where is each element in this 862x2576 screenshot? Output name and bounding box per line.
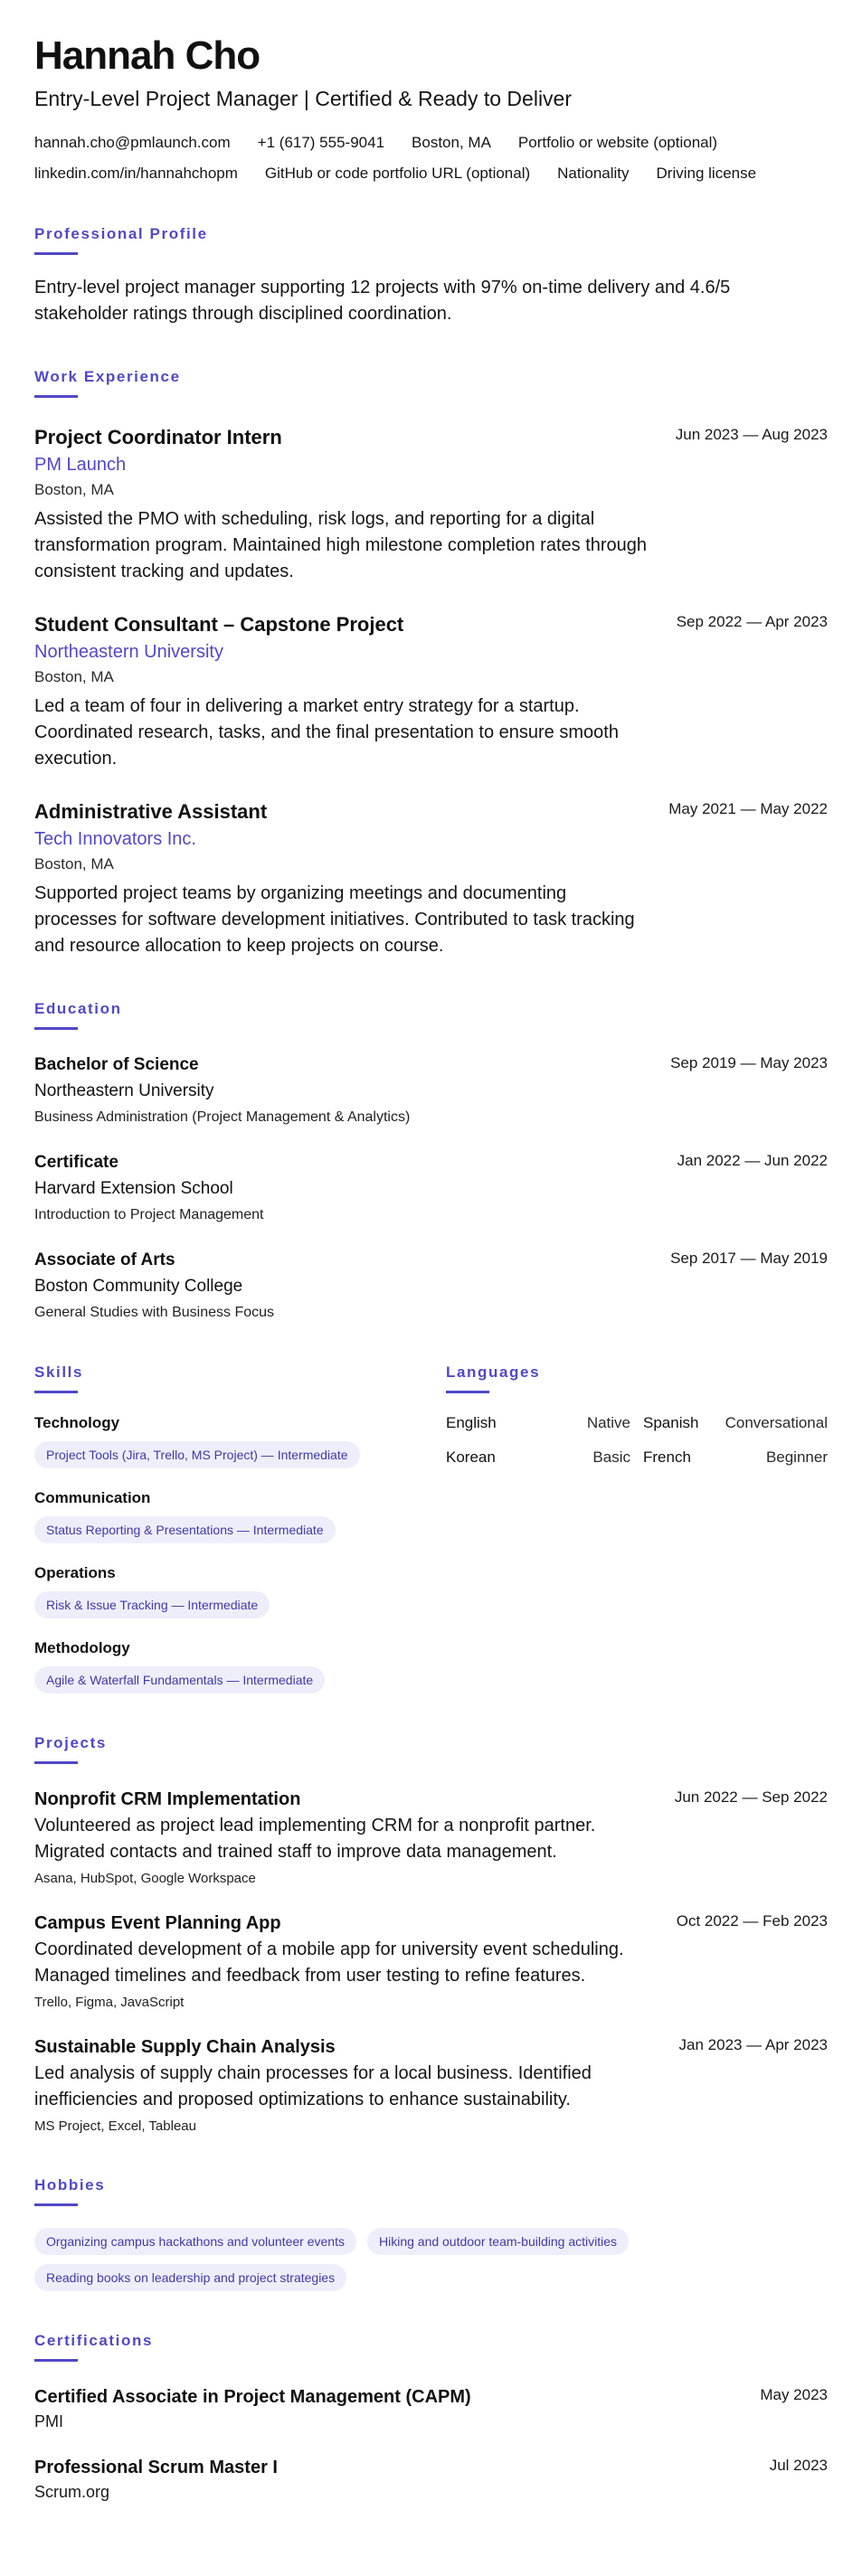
- job-location: Boston, MA: [34, 855, 114, 873]
- project-dates: Jun 2022 — Sep 2022: [674, 1788, 828, 1806]
- contact-driving-license: Driving license: [656, 165, 757, 182]
- skill-chip: Project Tools (Jira, Trello, MS Project) — Intermediate: [34, 1441, 360, 1468]
- certification-name: Certified Associate in Project Management (CAPM): [34, 2387, 471, 2407]
- experience-entry: [34, 425, 828, 585]
- section-underline: [446, 1391, 489, 1393]
- skill-category: Methodology: [34, 1639, 130, 1656]
- job-description: Supported project teams by organizing meetings and documenting processes for software development initiatives. Contributed to task tracking and resource allocation to keep projects on course.: [34, 883, 635, 956]
- project-name: Campus Event Planning App: [34, 1913, 281, 1933]
- job-dates: Sep 2022 — Apr 2023: [676, 613, 828, 630]
- education-detail: Business Administration (Project Management & Analytics): [34, 1109, 411, 1125]
- skill-category: Operations: [34, 1564, 116, 1581]
- education-detail: General Studies with Business Focus: [34, 1305, 275, 1320]
- contact-portfolio[interactable]: Portfolio or website (optional): [517, 134, 718, 151]
- certifications-section: [34, 2331, 828, 2503]
- section-underline: [34, 395, 78, 398]
- hobby-chip: Hiking and outdoor team-building activities: [367, 2228, 629, 2255]
- section-underline: [34, 1761, 78, 1764]
- education-school: Harvard Extension School: [34, 1179, 233, 1198]
- education-section: [34, 999, 828, 1323]
- certification-issuer: PMI: [34, 2412, 64, 2430]
- job-location: Boston, MA: [34, 668, 114, 685]
- language-item: [643, 1448, 828, 1467]
- candidate-headline: Entry-Level Project Manager | Certified & Ready to Deliver: [34, 87, 573, 110]
- project-description: Led analysis of supply chain processes for a local business. Identified inefficiencies and proposed optimizations to enhance sustainability.: [34, 2063, 592, 2109]
- skill-chip: Risk & Issue Tracking — Intermediate: [34, 1591, 270, 1618]
- education-degree: Certificate: [34, 1153, 118, 1172]
- candidate-name: Hannah Cho: [34, 33, 260, 78]
- project-tech: Trello, Figma, JavaScript: [34, 1995, 185, 2010]
- language-level: Conversational: [725, 1414, 828, 1431]
- experience-entry: [34, 612, 828, 772]
- project-entry: [34, 2035, 828, 2136]
- job-company: PM Launch: [34, 455, 127, 475]
- languages-section: [446, 1363, 828, 1694]
- skill-group: [34, 1413, 446, 1468]
- section-title: Skills: [34, 1363, 84, 1381]
- job-company: Northeastern University: [34, 642, 223, 662]
- project-tech: MS Project, Excel, Tableau: [34, 2118, 196, 2134]
- skills-languages-row: [34, 1363, 828, 1694]
- contact-nationality: Nationality: [557, 165, 630, 182]
- language-level: Beginner: [765, 1448, 828, 1466]
- contact-location: Boston, MA: [412, 134, 491, 151]
- job-dates: Jun 2023 — Aug 2023: [675, 426, 828, 443]
- section-title: Work Experience: [34, 368, 181, 385]
- skills-section: [34, 1363, 446, 1694]
- education-school: Northeastern University: [34, 1081, 214, 1100]
- section-underline: [34, 1027, 78, 1030]
- contact-phone[interactable]: +1 (617) 555-9041: [257, 134, 385, 151]
- projects-section: [34, 1733, 828, 2136]
- project-entry: [34, 1911, 828, 2012]
- language-name: English: [446, 1414, 497, 1431]
- experience-section: [34, 367, 828, 959]
- education-dates: Sep 2017 — May 2019: [670, 1250, 828, 1267]
- project-entry: [34, 1788, 828, 1888]
- project-dates: Jan 2023 — Apr 2023: [678, 2036, 828, 2053]
- hobby-chip: Organizing campus hackathons and volunteer events: [34, 2228, 356, 2255]
- job-location: Boston, MA: [34, 481, 114, 498]
- section-underline: [34, 2203, 78, 2206]
- experience-entry: [34, 799, 828, 959]
- skill-group: [34, 1563, 446, 1618]
- certification-issuer: Scrum.org: [34, 2483, 110, 2501]
- project-name: Sustainable Supply Chain Analysis: [34, 2037, 336, 2057]
- section-underline: [34, 1391, 78, 1393]
- education-entry: [34, 1053, 828, 1128]
- skill-category: Technology: [34, 1414, 120, 1431]
- resume-header: [34, 33, 828, 184]
- job-title: Administrative Assistant: [34, 800, 268, 823]
- contact-linkedin[interactable]: linkedin.com/in/hannahchopm: [34, 165, 238, 182]
- project-description: Coordinated development of a mobile app for university event scheduling. Managed timelines and feedback from user testing to refine features.: [34, 1939, 624, 1986]
- skill-chip: Status Reporting & Presentations — Intermediate: [34, 1516, 336, 1543]
- education-school: Boston Community College: [34, 1277, 243, 1296]
- certification-entry: [34, 2385, 828, 2432]
- section-underline: [34, 2359, 78, 2362]
- section-title: Education: [34, 1000, 122, 1017]
- language-item: [446, 1413, 630, 1433]
- job-description: Assisted the PMO with scheduling, risk logs, and reporting for a digital transformation program. Maintained high milestone completion rates through consistent tracking and updates.: [34, 509, 648, 581]
- education-degree: Bachelor of Science: [34, 1055, 199, 1074]
- language-name: Spanish: [643, 1414, 699, 1431]
- certification-name: Professional Scrum Master I: [34, 2458, 278, 2477]
- hobby-chip: Reading books on leadership and project strategies: [34, 2264, 346, 2291]
- certification-date: May 2023: [760, 2386, 828, 2403]
- language-name: French: [643, 1448, 691, 1466]
- hobby-chips: [34, 2228, 828, 2291]
- project-description: Volunteered as project lead implementing CRM for a nonprofit partner. Migrated contacts and trained staff to improve data management.: [34, 1816, 596, 1862]
- certification-date: Jul 2023: [769, 2457, 828, 2474]
- certification-entry: [34, 2456, 828, 2503]
- language-level: Basic: [592, 1448, 630, 1466]
- skill-category: Communication: [34, 1489, 151, 1506]
- section-underline: [34, 252, 78, 255]
- contact-email[interactable]: hannah.cho@pmlaunch.com: [34, 134, 231, 151]
- job-company: Tech Innovators Inc.: [34, 829, 196, 849]
- project-dates: Oct 2022 — Feb 2023: [676, 1912, 828, 1930]
- language-name: Korean: [446, 1448, 496, 1466]
- hobbies-section: [34, 2175, 828, 2291]
- education-dates: Jan 2022 — Jun 2022: [677, 1152, 828, 1169]
- skill-group: [34, 1638, 446, 1694]
- section-title: Certifications: [34, 2332, 154, 2349]
- project-tech: Asana, HubSpot, Google Workspace: [34, 1871, 256, 1886]
- education-dates: Sep 2019 — May 2023: [670, 1054, 828, 1071]
- languages-list: [446, 1413, 828, 1467]
- job-title: Student Consultant – Capstone Project: [34, 613, 404, 636]
- section-title: Projects: [34, 1734, 107, 1751]
- education-entry: [34, 1249, 828, 1323]
- language-item: [446, 1448, 630, 1467]
- education-entry: [34, 1151, 828, 1225]
- skill-chip: Agile & Waterfall Fundamentals — Intermediate: [34, 1666, 325, 1694]
- skill-group: [34, 1488, 446, 1543]
- job-dates: May 2021 — May 2022: [668, 800, 828, 817]
- education-degree: Associate of Arts: [34, 1250, 175, 1269]
- profile-text: Entry-level project manager supporting 12 projects with 97% on-time delivery and 4.6/5 stakeholder ratings through disciplined coordination.: [34, 278, 731, 324]
- contact-github[interactable]: GitHub or code portfolio URL (optional): [264, 165, 531, 182]
- section-title: Languages: [446, 1363, 541, 1381]
- language-level: Native: [586, 1414, 630, 1431]
- job-description: Led a team of four in delivering a market entry strategy for a startup. Coordinated research, tasks, and the final presentation to ensure smooth execution.: [34, 696, 619, 769]
- language-item: [643, 1413, 828, 1433]
- profile-section: [34, 224, 828, 327]
- section-title: Professional Profile: [34, 225, 208, 242]
- contact-line: [34, 132, 828, 184]
- project-name: Nonprofit CRM Implementation: [34, 1789, 301, 1809]
- education-detail: Introduction to Project Management: [34, 1207, 264, 1222]
- section-title: Hobbies: [34, 2176, 106, 2194]
- job-title: Project Coordinator Intern: [34, 426, 282, 448]
